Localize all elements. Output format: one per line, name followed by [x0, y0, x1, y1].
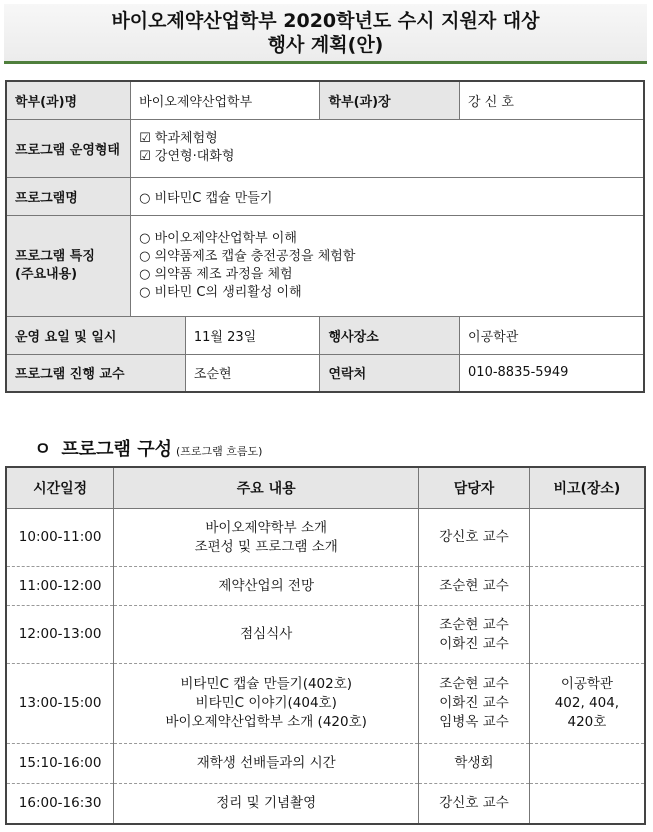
section-bullet: ㅇ: [34, 439, 52, 460]
schedule-staff: 조순현 교수: [419, 567, 530, 606]
schedule-time: 11:00-12:00: [6, 567, 114, 606]
title-banner: [4, 4, 647, 64]
feature-item: ○ 의약품 제조 과정을 체험: [139, 266, 293, 282]
document-title: 바이오제약산업학부 2020학년도 수시 지원자 대상: [111, 10, 540, 32]
info-row-date: [6, 316, 644, 354]
professor-label: 프로그램 진행 교수: [6, 354, 185, 392]
format-label: 프로그램 운영형태: [6, 119, 131, 177]
section-title: 프로그램 구성: [61, 439, 172, 460]
schedule-header-row: [6, 467, 645, 509]
feature-item: ○ 바이오제약산업학부 이해: [139, 230, 297, 246]
schedule-row: [6, 606, 645, 664]
schedule-staff: 강신호 교수: [419, 509, 530, 567]
header-time: 시간일정: [6, 467, 114, 509]
schedule-staff: 조순현 교수 이화진 교수 임병옥 교수: [419, 664, 530, 744]
schedule-time: 16:00-16:30: [6, 784, 114, 824]
schedule-content: 재학생 선배들과의 시간: [114, 744, 419, 784]
info-row-program-name: [6, 177, 644, 215]
info-row-features: [6, 215, 644, 316]
schedule-staff: 조순현 교수 이화진 교수: [419, 606, 530, 664]
feature-item: ○ 비타민 C의 생리활성 이해: [139, 284, 302, 300]
dept-label: 학부(과)명: [6, 81, 131, 119]
schedule-note: [529, 744, 645, 784]
name-label: 프로그램명: [6, 177, 131, 215]
head-value: 강 신 호: [460, 81, 644, 119]
program-info-table: [5, 80, 645, 393]
schedule-table: [5, 466, 646, 825]
schedule-time: 13:00-15:00: [6, 664, 114, 744]
schedule-content: 바이오제약학부 소개 조편성 및 프로그램 소개: [114, 509, 419, 567]
contact-value: 010-8835-5949: [460, 354, 644, 392]
feature-item: ○ 의약품제조 캡슐 충전공정을 체험함: [139, 248, 356, 264]
head-label: 학부(과)장: [320, 81, 460, 119]
schedule-row: [6, 664, 645, 744]
header-staff: 담당자: [419, 467, 530, 509]
info-row-professor: [6, 354, 644, 392]
format-item: ☑ 강연형·대화형: [139, 149, 235, 164]
schedule-body: [6, 509, 645, 824]
schedule-row: [6, 509, 645, 567]
venue-value: 이공학관: [460, 316, 644, 354]
section-subtitle: (프로그램 흐름도): [176, 445, 263, 458]
dept-value: 바이오제약산업학부: [131, 81, 320, 119]
date-value: 11월 23일: [185, 316, 320, 354]
schedule-note: [529, 784, 645, 824]
schedule-content: 비타민C 캡슐 만들기(402호) 비타민C 이야기(404호) 바이오제약산업학부 소개 (420호): [114, 664, 419, 744]
schedule-note: [529, 509, 645, 567]
schedule-time: 10:00-11:00: [6, 509, 114, 567]
feature-list: [131, 215, 644, 316]
professor-value: 조순현: [185, 354, 320, 392]
document-subtitle: 행사 계획(안): [267, 34, 384, 56]
format-item: ☑ 학과체험형: [139, 131, 218, 146]
schedule-note: [529, 567, 645, 606]
contact-label: 연락처: [320, 354, 460, 392]
info-row-format: [6, 119, 644, 177]
name-value: ○ 비타민C 캡슐 만들기: [131, 177, 644, 215]
schedule-staff: 강신호 교수: [419, 784, 530, 824]
schedule-row: [6, 784, 645, 824]
schedule-content: 점심식사: [114, 606, 419, 664]
schedule-time: 12:00-13:00: [6, 606, 114, 664]
header-content: 주요 내용: [114, 467, 419, 509]
schedule-row: [6, 744, 645, 784]
schedule-staff: 학생회: [419, 744, 530, 784]
schedule-note: 이공학관 402, 404, 420호: [529, 664, 645, 744]
schedule-content: 정리 및 기념촬영: [114, 784, 419, 824]
schedule-row: [6, 567, 645, 606]
date-label: 운영 요일 및 일시: [6, 316, 185, 354]
schedule-time: 15:10-16:00: [6, 744, 114, 784]
info-row-department: [6, 81, 644, 119]
venue-label: 행사장소: [320, 316, 460, 354]
feature-label: 프로그램 특징 (주요내용): [6, 215, 131, 316]
schedule-note: [529, 606, 645, 664]
header-note: 비고(장소): [529, 467, 645, 509]
format-value: [131, 119, 644, 177]
schedule-content: 제약산업의 전망: [114, 567, 419, 606]
section-heading: [34, 435, 262, 461]
